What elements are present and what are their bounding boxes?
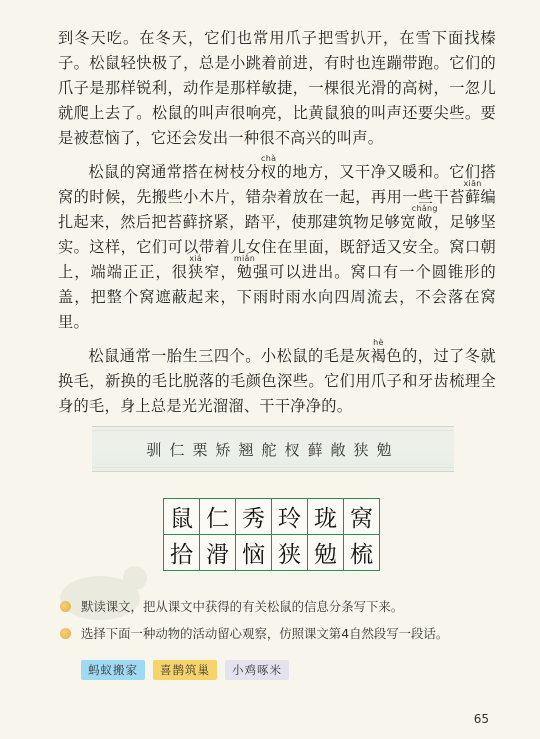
bullet-dot-icon — [60, 601, 71, 612]
pinyin-annotated-character: 褐hè — [370, 338, 387, 365]
write-character-cell: 狭 — [272, 535, 308, 571]
pinyin-annotated-character: 勉miǎn — [233, 254, 256, 281]
write-character-cell: 滑 — [200, 535, 236, 571]
pinyin-annotated-character: 狭xiá — [188, 254, 205, 281]
text-segment: 松鼠的窝通常搭在树枝分 — [88, 163, 261, 181]
exercise-text: 选择下面一种动物的活动留心观察，仿照课文第4自然段写一段话。 — [81, 626, 449, 641]
text-segment: 到冬天吃。在冬天，它们也常用爪子把雪扒开，在雪下面找榛子。松鼠轻快极了，总是小跳着前进，有时也连蹦带跑。它们的爪子是那样锐利，动作是那样敏捷，一棵很光滑的高树，一忽儿就爬上去了。松鼠的叫声很响亮，比黄鼠狼的叫声还要尖些。要是被惹恼了，它还会发出一种很不高兴的叫声。 — [58, 29, 496, 147]
write-character-cell: 鼠 — [164, 499, 200, 535]
text-segment: 苔 — [449, 188, 465, 206]
paragraph — [58, 154, 496, 335]
text-segment: ，足够坚实。这样，它们可以带着儿女住在里面，既舒适又安全。窝口朝上，端端正正，很 — [58, 213, 496, 281]
write-character-cell: 恼 — [236, 535, 272, 571]
exercise-list — [60, 598, 500, 652]
pinyin: chà — [260, 154, 277, 163]
text-segment: 编扎起来，然后把苔藓挤紧，踏平，使那建筑物足够宽 — [58, 188, 496, 231]
pinyin: chǎng — [411, 204, 438, 213]
exercise-item — [60, 625, 500, 643]
paragraph — [58, 26, 496, 151]
write-character-cell: 梳 — [344, 535, 380, 571]
pinyin-annotated-character: 杈chà — [260, 154, 277, 181]
pinyin: xiá — [188, 254, 204, 263]
paragraph — [58, 338, 496, 419]
write-character-cell: 窝 — [344, 499, 380, 535]
tag-magpie-nest: 喜鹊筑巢 — [153, 660, 217, 680]
pinyin: hè — [370, 338, 387, 347]
lesson-text — [58, 26, 496, 422]
exercise-item — [60, 598, 500, 616]
pinyin-annotated-character: 敞chǎng — [411, 204, 438, 231]
bullet-dot-icon — [60, 628, 71, 639]
write-character-cell: 珑 — [308, 499, 344, 535]
pinyin: miǎn — [233, 254, 256, 263]
text-segment: 松鼠通常一胎生三四个。小松鼠的毛是灰 — [88, 347, 371, 365]
activity-tags — [81, 660, 289, 680]
page-number: 65 — [473, 712, 489, 726]
pinyin-annotated-character: 藓xiān — [463, 179, 482, 206]
tag-chick-pecking: 小鸡啄米 — [225, 660, 289, 680]
text-segment: 窄， — [204, 263, 237, 281]
write-character-cell: 勉 — [308, 535, 344, 571]
write-character-cell: 秀 — [236, 499, 272, 535]
write-character-cell: 玲 — [272, 499, 308, 535]
write-characters-grid — [163, 498, 380, 571]
text-segment: 强可以进出。窝口有一个圆锥形的盖，把整个窝遮蔽起来，下雨时雨水向四周流去，不会落在窝里。 — [58, 263, 496, 331]
tag-ant-moving: 蚂蚁搬家 — [81, 660, 145, 680]
exercise-text: 默读课文，把从课文中获得的有关松鼠的信息分条写下来。 — [81, 599, 404, 614]
text-segment: 的地方，又干净又暖和。它们搭窝的时候，先搬些小木片，错杂着放在一起，再用一些干 — [58, 163, 496, 206]
recognize-characters-bar — [92, 426, 454, 472]
write-character-cell: 拾 — [164, 535, 200, 571]
write-character-cell: 仁 — [200, 499, 236, 535]
pinyin: xiān — [463, 179, 482, 188]
recognize-characters: 驯仁栗矫翘舵杈藓敞狭勉 — [146, 440, 400, 459]
text-segment: 色的，过了冬就换毛，新换的毛比脱落的毛颜色深些。它们用爪子和牙齿梳理全身的毛，身上总是光光溜溜、干干净净的。 — [58, 347, 496, 415]
